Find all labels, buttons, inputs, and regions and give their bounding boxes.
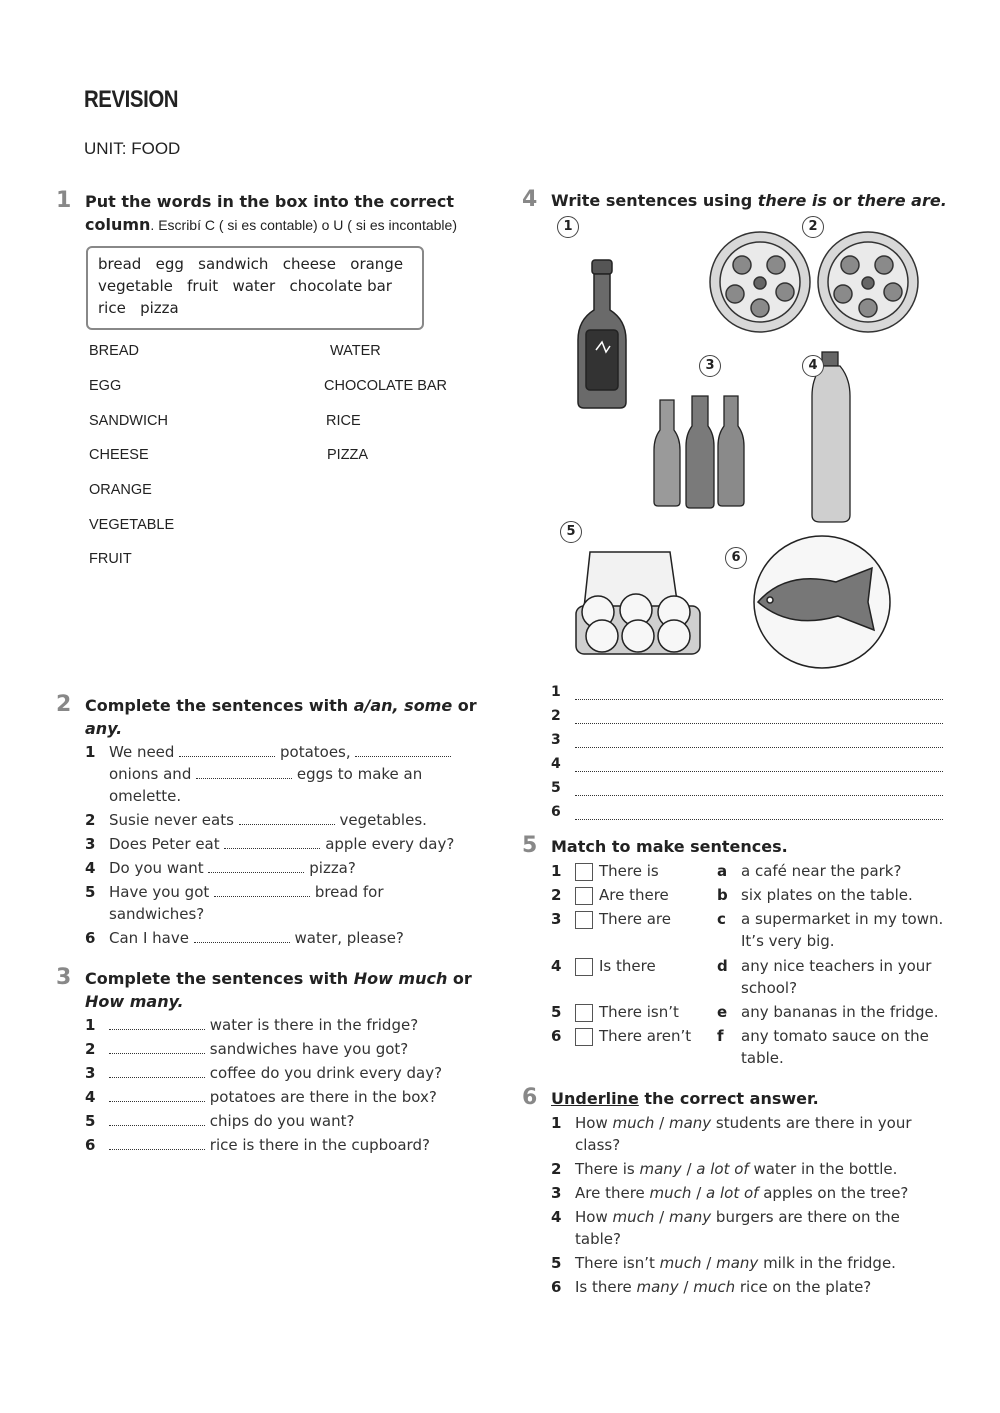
- item-text: How: [575, 1114, 613, 1132]
- match-left-item: [551, 860, 659, 882]
- item-letter: d: [717, 957, 728, 975]
- item-number: 3: [85, 835, 96, 853]
- option-a[interactable]: much: [612, 1208, 655, 1226]
- blank[interactable]: [179, 742, 275, 757]
- col-word: WATER: [330, 343, 381, 359]
- answer-field[interactable]: [575, 735, 943, 748]
- item-number: 6: [85, 1136, 96, 1154]
- blank[interactable]: [109, 1111, 205, 1126]
- word-box-line: rice pizza: [98, 299, 179, 317]
- ex4-answer-lines: [551, 676, 943, 820]
- item-number: 2: [85, 1040, 96, 1058]
- blank[interactable]: [109, 1135, 205, 1150]
- list-item: [85, 763, 485, 785]
- picture-number: 5: [560, 521, 582, 543]
- col-word: CHEESE: [89, 447, 149, 463]
- item-number: 1: [551, 862, 562, 880]
- ex2-title-c: or: [452, 696, 477, 715]
- item-number: 1: [85, 743, 96, 761]
- answer-field[interactable]: [575, 687, 943, 700]
- item-number: 4: [551, 756, 561, 772]
- ex2-title-b: a/an, some: [353, 696, 453, 715]
- match-right-item: [717, 1001, 939, 1023]
- col-word: VEGETABLE: [89, 517, 175, 533]
- list-item: [85, 1014, 485, 1036]
- item-text: sandwiches?: [109, 905, 205, 923]
- list-item: [551, 1158, 931, 1180]
- option-a[interactable]: much: [659, 1254, 702, 1272]
- option-b[interactable]: many: [668, 1114, 712, 1132]
- separator: /: [701, 1254, 717, 1272]
- item-text: rice on the plate?: [735, 1278, 872, 1296]
- col-word: EGG: [89, 378, 122, 394]
- item-text: a supermarket in my town.: [741, 910, 944, 928]
- blank[interactable]: [224, 834, 320, 849]
- item-number: 1: [85, 1016, 96, 1034]
- answer-line: [551, 724, 943, 748]
- item-number: 1: [551, 1114, 562, 1132]
- list-item: [85, 927, 485, 949]
- item-text: milk in the fridge.: [758, 1254, 896, 1272]
- item-text: Is there: [599, 957, 656, 975]
- item-text: potatoes are there in the box?: [209, 1088, 437, 1106]
- answer-checkbox[interactable]: [575, 863, 593, 881]
- item-number: 5: [551, 780, 561, 796]
- item-text: pizza?: [309, 859, 356, 877]
- blank[interactable]: [109, 1087, 205, 1102]
- item-text: We need: [109, 743, 175, 761]
- pizza-icon: [710, 232, 810, 332]
- ex1-number: 1: [56, 188, 72, 213]
- answer-field[interactable]: [575, 807, 943, 820]
- ex3-title-b: How much: [353, 969, 448, 988]
- item-text: table?: [575, 1230, 621, 1248]
- ex4-title-c: or: [826, 191, 857, 210]
- word-box-line: bread egg sandwich cheese orange: [98, 255, 404, 273]
- list-item: [85, 1086, 485, 1108]
- item-letter: f: [717, 1027, 724, 1045]
- list-item: [85, 1134, 485, 1156]
- item-number: 4: [85, 1088, 96, 1106]
- fish-plate-icon: [754, 536, 890, 668]
- item-number: 5: [85, 883, 96, 901]
- item-letter: b: [717, 886, 728, 904]
- item-text: water is there in the fridge?: [209, 1016, 419, 1034]
- item-text: school?: [741, 979, 798, 997]
- answer-checkbox[interactable]: [575, 958, 593, 976]
- ex6-title-a: Underline: [551, 1089, 639, 1108]
- blank[interactable]: [109, 1039, 205, 1054]
- list-item: [85, 881, 485, 903]
- item-text: There isn’t: [575, 1254, 660, 1272]
- item-number: 2: [551, 708, 561, 724]
- ex6-list: [551, 1112, 931, 1298]
- ex3-number: 3: [56, 965, 72, 990]
- ex3-title: [85, 967, 485, 1013]
- picture-number: 6: [725, 547, 747, 569]
- item-text: coffee do you drink every day?: [209, 1064, 443, 1082]
- ex3-title-c: or: [447, 969, 472, 988]
- list-item: [85, 833, 485, 855]
- separator: /: [678, 1278, 694, 1296]
- option-b[interactable]: many: [716, 1254, 759, 1272]
- item-text: water, please?: [294, 929, 404, 947]
- blank[interactable]: [239, 810, 335, 825]
- item-number: 2: [551, 1160, 562, 1178]
- word-box-line: vegetable fruit water chocolate bar: [98, 277, 392, 295]
- item-number: 2: [85, 811, 96, 829]
- match-left-item: [551, 884, 669, 906]
- ex6-title: [551, 1087, 819, 1110]
- answer-checkbox[interactable]: [575, 911, 593, 929]
- item-number: 5: [85, 1112, 96, 1130]
- item-text: Are there: [599, 886, 669, 904]
- picture-number: 1: [557, 216, 579, 238]
- option-b[interactable]: much: [693, 1278, 736, 1296]
- col-word: CHOCOLATE BAR: [324, 378, 448, 394]
- match-right-item: [717, 884, 913, 906]
- match-right-item: [717, 1025, 929, 1069]
- item-number: 3: [551, 1184, 562, 1202]
- water-bottle-icon: [812, 352, 850, 522]
- item-text: students are there in your: [711, 1114, 912, 1132]
- item-number: 1: [551, 684, 561, 700]
- food-illustrations: [550, 210, 950, 680]
- ex3-list: [85, 1014, 485, 1158]
- egg-carton-icon: [576, 552, 700, 654]
- ex1-title: [85, 190, 505, 237]
- blank[interactable]: [214, 882, 310, 897]
- item-text: It’s very big.: [741, 932, 835, 950]
- separator: /: [654, 1114, 669, 1132]
- item-text: Is there: [575, 1278, 637, 1296]
- item-number: 3: [551, 910, 562, 928]
- col-word: RICE: [326, 413, 361, 429]
- match-left-item: [551, 1025, 691, 1047]
- blank[interactable]: [194, 928, 290, 943]
- list-item: [551, 1276, 931, 1298]
- item-text: bread for: [314, 883, 384, 901]
- item-text: apples on the tree?: [758, 1184, 909, 1202]
- ex2-title-a: Complete the sentences with: [85, 696, 354, 715]
- picture-number: 3: [699, 355, 721, 377]
- option-a[interactable]: many: [636, 1278, 679, 1296]
- item-text: rice is there in the cupboard?: [209, 1136, 430, 1154]
- item-letter: e: [717, 1003, 728, 1021]
- list-item: [85, 785, 485, 807]
- ex6-title-b: the correct answer.: [638, 1089, 819, 1108]
- ex1-title-line1: Put the words in the box into the correct: [85, 192, 455, 211]
- item-text: There isn’t: [599, 1003, 679, 1021]
- item-text: omelette.: [109, 787, 182, 805]
- item-text: any tomato sauce on the: [741, 1027, 929, 1045]
- list-item: [551, 1112, 931, 1156]
- item-text: potatoes,: [280, 743, 351, 761]
- item-text: apple every day?: [325, 835, 455, 853]
- item-text: table.: [741, 1049, 784, 1067]
- item-text: chips do you want?: [209, 1112, 355, 1130]
- wine-bottle-icon: [578, 260, 626, 408]
- item-text: Susie never eats: [109, 811, 234, 829]
- blank[interactable]: [355, 742, 451, 757]
- answer-field[interactable]: [575, 783, 943, 796]
- word-box-text: [98, 253, 428, 319]
- answer-line: [551, 700, 943, 724]
- list-item: [551, 1252, 931, 1274]
- ex2-number: 2: [56, 692, 72, 717]
- item-text: water in the bottle.: [748, 1160, 898, 1178]
- list-item: [85, 903, 485, 925]
- list-item: [85, 1038, 485, 1060]
- soda-bottles-icon: [654, 396, 744, 508]
- list-item: [85, 741, 485, 763]
- option-b[interactable]: a lot of: [706, 1184, 759, 1202]
- match-right-item: [717, 860, 901, 882]
- item-text: There aren’t: [599, 1027, 692, 1045]
- item-text: eggs to make an: [296, 765, 423, 783]
- match-left-item: [551, 955, 656, 977]
- answer-line: [551, 748, 943, 772]
- ex2-list: [85, 741, 485, 949]
- option-a[interactable]: many: [639, 1160, 682, 1178]
- picture-number: 2: [802, 216, 824, 238]
- item-number: 4: [551, 957, 562, 975]
- ex5-number: 5: [522, 833, 538, 858]
- option-a[interactable]: much: [649, 1184, 692, 1202]
- list-item: [551, 1206, 931, 1250]
- answer-line: [551, 772, 943, 796]
- item-text: Does Peter eat: [109, 835, 220, 853]
- item-text: Do you want: [109, 859, 204, 877]
- item-text: How: [575, 1208, 613, 1226]
- blank[interactable]: [196, 764, 292, 779]
- item-text: There is: [599, 862, 659, 880]
- answer-field[interactable]: [575, 759, 943, 772]
- item-text: class?: [575, 1136, 621, 1154]
- ex1-title-line2: column: [85, 215, 151, 234]
- item-text: any nice teachers in your: [741, 957, 932, 975]
- answer-field[interactable]: [575, 711, 943, 724]
- answer-checkbox[interactable]: [575, 1028, 593, 1046]
- item-text: six plates on the table.: [741, 886, 913, 904]
- item-number: 3: [551, 732, 561, 748]
- option-a[interactable]: much: [612, 1114, 655, 1132]
- item-letter: a: [717, 862, 728, 880]
- ex4-title-b: there is: [757, 191, 827, 210]
- pizza-icon: [818, 232, 918, 332]
- blank[interactable]: [109, 1063, 205, 1078]
- separator: /: [691, 1184, 707, 1202]
- item-number: 6: [551, 1278, 562, 1296]
- list-item: [85, 809, 485, 831]
- item-number: 6: [551, 804, 561, 820]
- option-b[interactable]: a lot of: [696, 1160, 749, 1178]
- item-letter: c: [717, 910, 726, 928]
- item-number: 4: [551, 1208, 562, 1226]
- ex2-title-d: any.: [85, 719, 123, 738]
- unit-label: UNIT: FOOD: [84, 139, 181, 158]
- answer-checkbox[interactable]: [575, 887, 593, 905]
- list-item: [85, 857, 485, 879]
- col-word: PIZZA: [327, 447, 369, 463]
- item-text: Can I have: [109, 929, 189, 947]
- item-number: 4: [85, 859, 96, 877]
- item-text: onions and: [109, 765, 192, 783]
- ex1-note: . Escribí C ( si es contable) o U ( si es incontable): [150, 217, 457, 233]
- option-b[interactable]: many: [668, 1208, 712, 1226]
- ex4-title-a: Write sentences using: [551, 191, 758, 210]
- match-right-item: [717, 955, 931, 999]
- item-text: burgers are there on the: [711, 1208, 900, 1226]
- item-text: Are there: [575, 1184, 650, 1202]
- item-text: There is: [575, 1160, 640, 1178]
- match-right-item: [717, 908, 943, 952]
- item-text: Have you got: [109, 883, 210, 901]
- col-word: SANDWICH: [89, 413, 168, 429]
- col-word: ORANGE: [89, 482, 152, 498]
- answer-line: [551, 676, 943, 700]
- separator: /: [681, 1160, 697, 1178]
- blank[interactable]: [109, 1015, 205, 1030]
- answer-line: [551, 796, 943, 820]
- ex3-title-a: Complete the sentences with: [85, 969, 354, 988]
- page-title: REVISION: [84, 86, 179, 113]
- ex4-number: 4: [522, 187, 538, 212]
- ex3-title-d: How many.: [85, 992, 184, 1011]
- ex2-title: [85, 694, 485, 740]
- answer-checkbox[interactable]: [575, 1004, 593, 1022]
- item-number: 3: [85, 1064, 96, 1082]
- item-number: 6: [551, 1027, 562, 1045]
- ex5-title: Match to make sentences.: [551, 837, 788, 856]
- separator: /: [654, 1208, 669, 1226]
- match-left-item: [551, 1001, 679, 1023]
- ex6-number: 6: [522, 1085, 538, 1110]
- list-item: [85, 1062, 485, 1084]
- match-left-item: [551, 908, 671, 930]
- item-text: There are: [599, 910, 671, 928]
- item-text: a café near the park?: [741, 862, 902, 880]
- ex4-title: [551, 189, 971, 212]
- item-text: sandwiches have you got?: [209, 1040, 409, 1058]
- item-number: 5: [551, 1254, 562, 1272]
- item-number: 5: [551, 1003, 562, 1021]
- picture-number: 4: [802, 355, 824, 377]
- blank[interactable]: [208, 858, 304, 873]
- item-number: 6: [85, 929, 96, 947]
- ex4-title-d: there are.: [856, 191, 947, 210]
- col-word: FRUIT: [89, 551, 132, 567]
- item-text: any bananas in the fridge.: [741, 1003, 939, 1021]
- col-word: BREAD: [89, 343, 139, 359]
- list-item: [85, 1110, 485, 1132]
- item-text: vegetables.: [339, 811, 427, 829]
- list-item: [551, 1182, 931, 1204]
- item-number: 2: [551, 886, 562, 904]
